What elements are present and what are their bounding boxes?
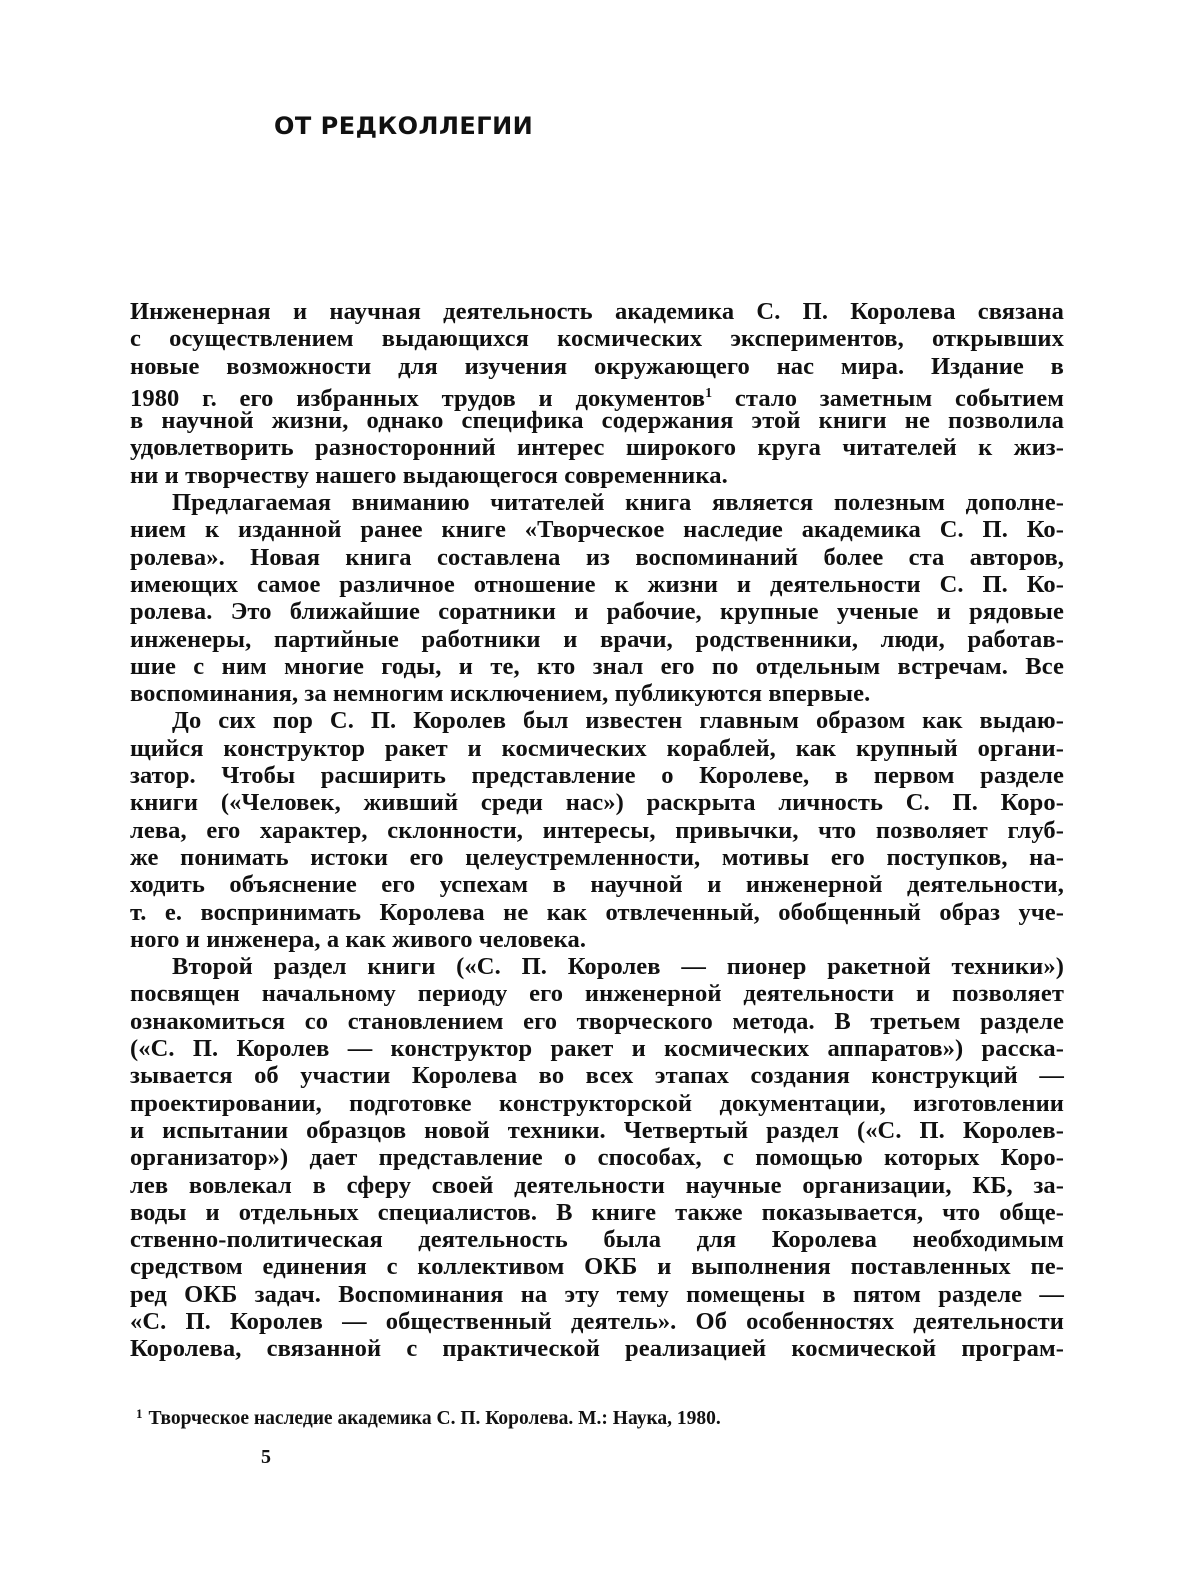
- text-line-content: новые возможности для изучения окружающего нас мира. Издание в: [130, 352, 1064, 380]
- text-line-content: «С. П. Королев — общественный деятель». Об особенностях деятельности: [130, 1307, 1064, 1335]
- text-line: [130, 407, 1064, 434]
- footnote: [136, 1406, 721, 1430]
- text-line-content: щийся конструктор ракет и космических кораблей, как крупный органи-: [130, 734, 1064, 762]
- text-line: [130, 1253, 1064, 1280]
- text-line-content: зывается об участии Королева во всех этапах создания конструкций —: [130, 1062, 1064, 1090]
- text-line-content: ни и творчеству нашего выдающегося современника.: [130, 461, 728, 489]
- text-line: [130, 544, 1064, 571]
- text-line-content: ного и инженера, а как живого человека.: [130, 925, 587, 953]
- text-line: [130, 762, 1064, 789]
- text-line: [130, 1062, 1064, 1089]
- text-line-content: проектировании, подготовке конструкторской документации, изготовлении: [130, 1089, 1064, 1117]
- text-line-content: ред ОКБ задач. Воспоминания на эту тему помещены в пятом разделе —: [130, 1280, 1064, 1308]
- body-text: [130, 298, 1064, 1363]
- text-line: [130, 735, 1064, 762]
- text-line-content: посвящен начальному периоду его инженерной деятельности и позволяет: [130, 980, 1064, 1008]
- text-line-content: воды и отдельных специалистов. В книге также показывается, что обще-: [130, 1198, 1064, 1226]
- text-line: [130, 1226, 1064, 1253]
- text-line-content: воспоминания, за немногим исключением, публикуются впервые.: [130, 680, 871, 708]
- footnote-reference: 1: [705, 385, 713, 401]
- text-line-content: имеющих самое различное отношение к жизни и деятельности С. П. Ко-: [130, 570, 1064, 598]
- text-line-content: («С. П. Королев — конструктор ракет и космических аппаратов») расска-: [130, 1035, 1064, 1063]
- text-line: [130, 516, 1064, 543]
- text-line: [130, 844, 1064, 871]
- text-line-content: ознакомиться со становлением его творческого метода. В третьем разделе: [130, 1007, 1064, 1035]
- page-number: 5: [261, 1446, 271, 1468]
- text-line-content: средством единения с коллективом ОКБ и выполнения поставленных пе-: [130, 1253, 1064, 1281]
- text-line-content: Предлагаемая вниманию читателей книга является полезным дополне-: [172, 489, 1064, 517]
- text-line: [130, 598, 1064, 625]
- text-line-content: До сих пор С. П. Королев был известен главным образом как выдаю-: [172, 707, 1064, 735]
- text-line-content: Инженерная и научная деятельность академика С. П. Королева связана: [130, 298, 1064, 325]
- text-line-content: лев вовлекал в сферу своей деятельности научные организации, КБ, за-: [130, 1171, 1064, 1199]
- text-line: [130, 953, 1064, 980]
- text-line: [130, 707, 1064, 734]
- text-line-content: организатор») дает представление о способах, с помощью которых Коро-: [130, 1144, 1064, 1172]
- text-line: [130, 653, 1064, 680]
- text-line: [130, 462, 1064, 489]
- text-line: [130, 1308, 1064, 1335]
- text-line: [130, 980, 1064, 1007]
- text-line: [130, 571, 1064, 598]
- text-line: [130, 1335, 1064, 1362]
- text-line: [130, 1008, 1064, 1035]
- text-line: [130, 298, 1064, 325]
- text-line: [130, 380, 1064, 412]
- text-line-content: в научной жизни, однако специфика содержания этой книги не позволила: [130, 407, 1064, 435]
- text-line: [130, 926, 1064, 953]
- text-line: [130, 1144, 1064, 1171]
- text-line: [130, 1199, 1064, 1226]
- text-line-content: лева, его характер, склонности, интересы, привычки, что позволяет глуб-: [130, 816, 1064, 844]
- text-line: [130, 434, 1064, 461]
- page-heading: ОТ РЕДКОЛЛЕГИИ: [274, 112, 534, 140]
- text-line: [130, 1172, 1064, 1199]
- text-line-content: т. е. воспринимать Королева не как отвлеченный, обобщенный образ уче-: [130, 898, 1064, 926]
- text-line-content: Королева, связанной с практической реализацией космической програм-: [130, 1335, 1064, 1363]
- text-line-content: шие с ним многие годы, и те, кто знал его по отдельным встречам. Все: [130, 652, 1064, 680]
- footnote-text: Творческое наследие академика С. П. Королева. М.: Наука, 1980.: [148, 1408, 721, 1429]
- text-line: [130, 817, 1064, 844]
- text-line-content: затор. Чтобы расширить представление о Королеве, в первом разделе: [130, 762, 1064, 790]
- text-line-content: нием к изданной ранее книге «Творческое наследие академика С. П. Ко-: [130, 516, 1064, 544]
- text-line: [130, 325, 1064, 352]
- text-line: [130, 1281, 1064, 1308]
- text-line-content: ролева. Это ближайшие соратники и рабочие, крупные ученые и рядовые: [130, 598, 1064, 626]
- text-line-content: Второй раздел книги («С. П. Королев — пионер ракетной техники»): [172, 953, 1064, 981]
- text-line-content: с осуществлением выдающихся космических экспериментов, открывших: [130, 325, 1064, 353]
- text-line: [130, 680, 1064, 707]
- text-line: [130, 789, 1064, 816]
- text-line-content: ходить объяснение его успехам в научной и инженерной деятельности,: [130, 871, 1064, 899]
- text-line-content: книги («Человек, живший среди нас») раскрыта личность С. П. Коро-: [130, 789, 1064, 817]
- text-line-continuation: стало заметным событием: [712, 384, 1064, 412]
- text-line-content: инженеры, партийные работники и врачи, родственники, люди, работав-: [130, 625, 1064, 653]
- text-line: [130, 489, 1064, 516]
- footnote-mark: 1: [136, 1406, 143, 1421]
- text-line-content: и испытании образцов новой техники. Четвертый раздел («С. П. Королев-: [130, 1116, 1064, 1144]
- text-line-content: 1980 г. его избранных трудов и документов: [130, 384, 706, 412]
- text-line: [130, 1035, 1064, 1062]
- text-line: [130, 353, 1064, 380]
- text-line: [130, 626, 1064, 653]
- text-line-content: ролева». Новая книга составлена из воспоминаний более ста авторов,: [130, 543, 1064, 571]
- text-line-content: же понимать истоки его целеустремленности, мотивы его поступков, на-: [130, 843, 1064, 871]
- text-line-content: ственно-политическая деятельность была для Королева необходимым: [130, 1226, 1064, 1254]
- text-line-content: удовлетворить разносторонний интерес широкого круга читателей к жиз-: [130, 434, 1064, 462]
- text-line: [130, 871, 1064, 898]
- text-line: [130, 1117, 1064, 1144]
- text-line: [130, 1090, 1064, 1117]
- text-line: [130, 899, 1064, 926]
